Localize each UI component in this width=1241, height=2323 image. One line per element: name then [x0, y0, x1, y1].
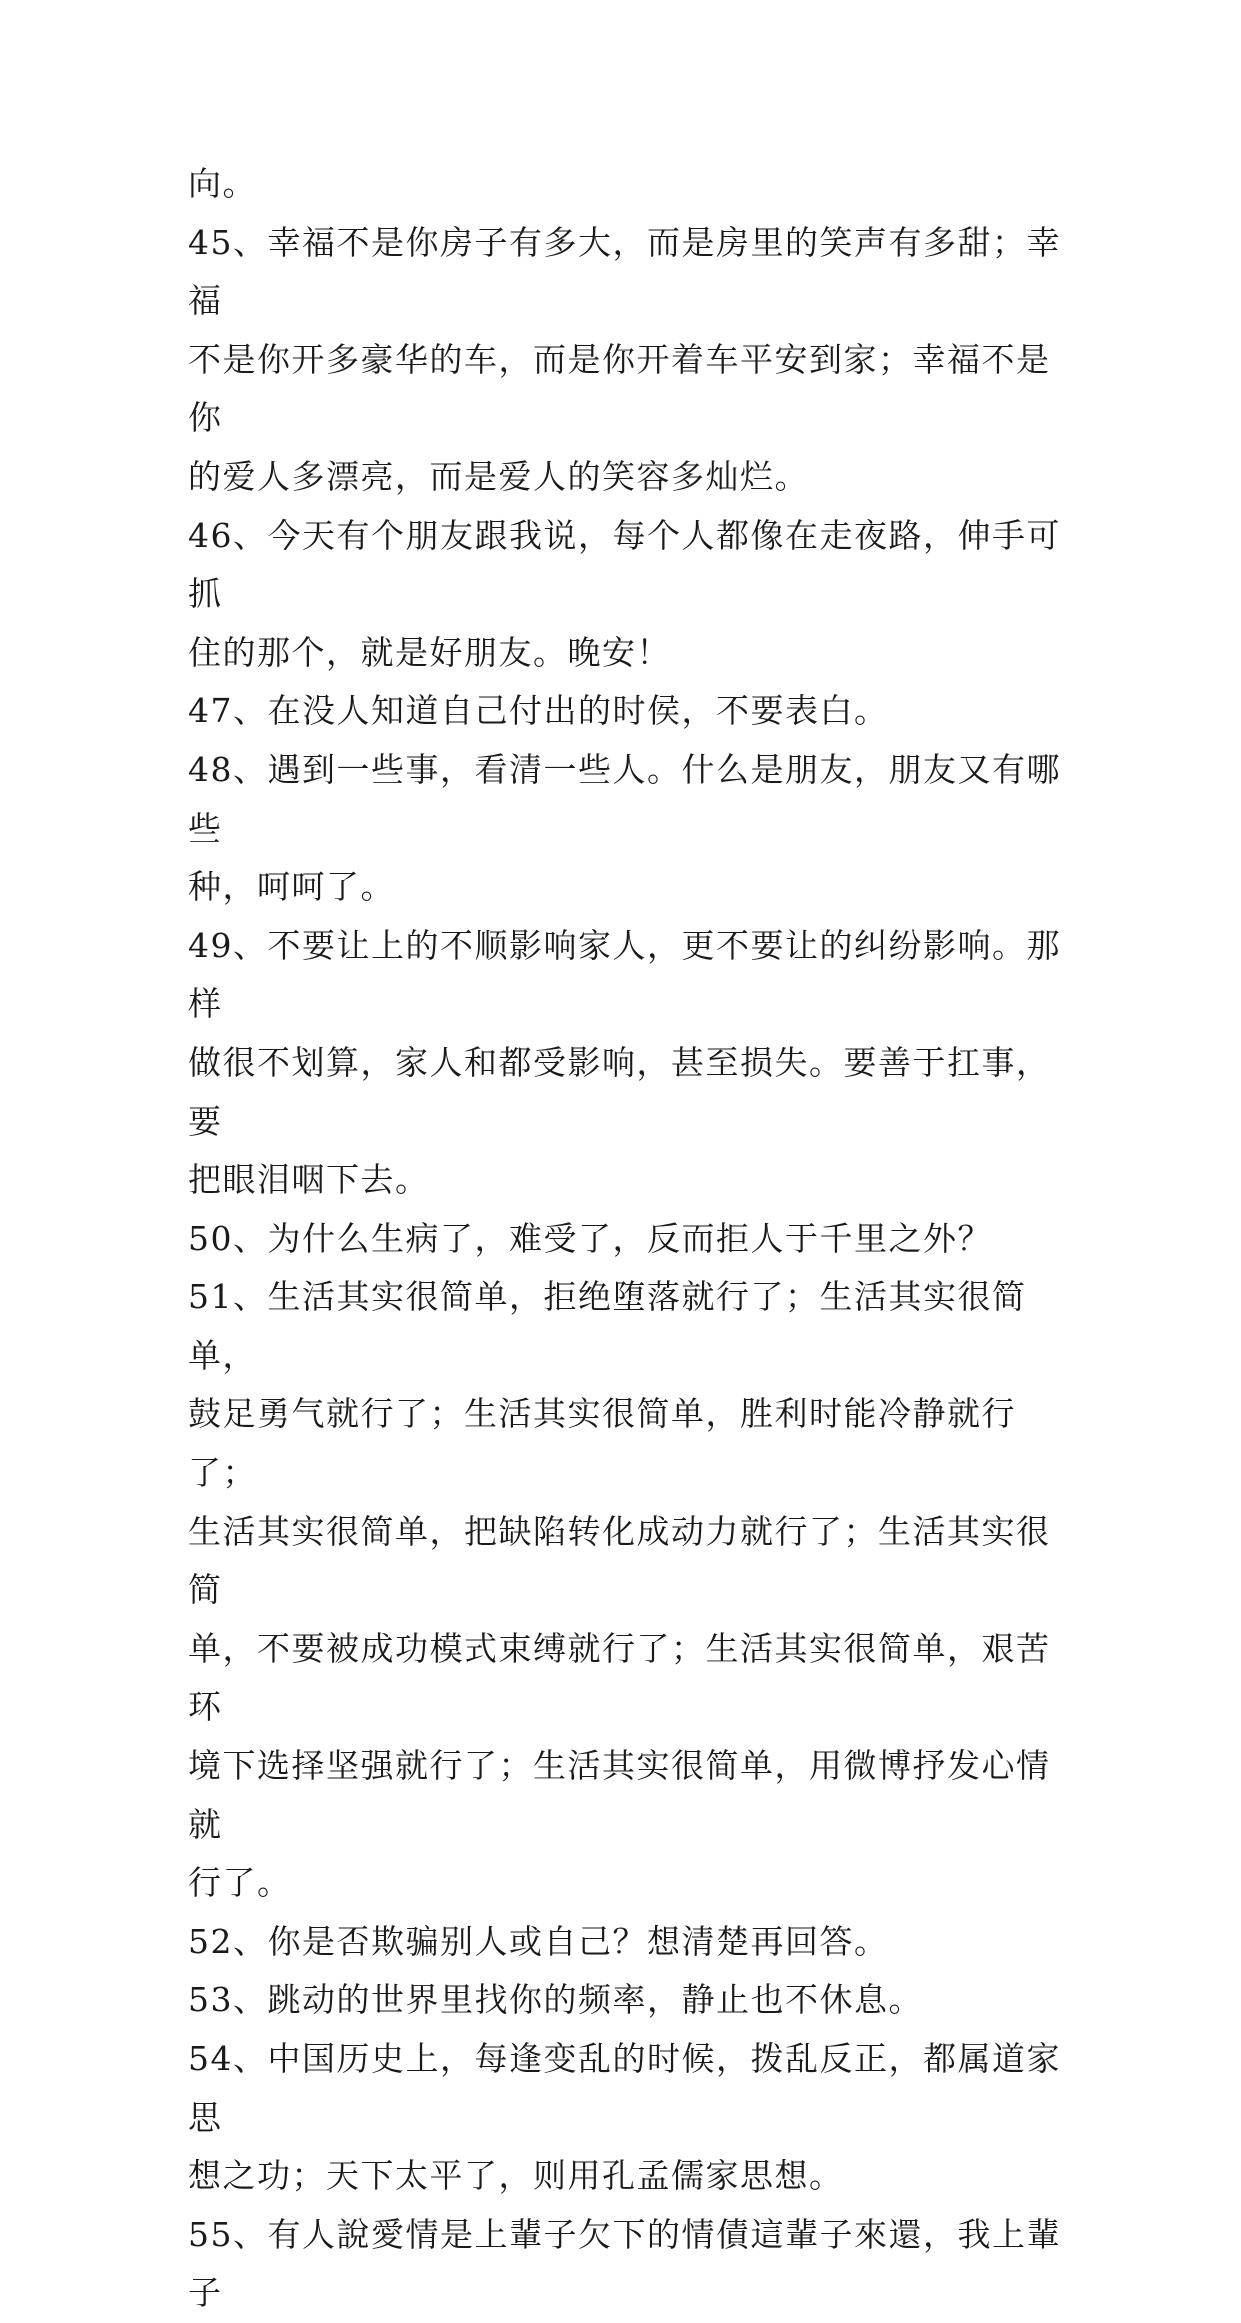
paragraph-46: 46、今天有个朋友跟我说，每个人都像在走夜路，伸手可抓 住的那个，就是好朋友。晚安！: [188, 515, 1061, 672]
paragraph-48: 48、遇到一些事，看清一些人。什么是朋友，朋友又有哪些 种，呵呵了。: [188, 749, 1061, 907]
paragraph-49: 49、不要让上的不顺影响家人，更不要让的纠纷影响。那样 做很不划算，家人和都受影响，甚至损失。要善于扛事，要 把眼泪咽下去。: [188, 925, 1061, 1200]
paragraph-52: 52、你是否欺骗别人或自己？想清楚再回答。: [188, 1921, 889, 1961]
document-body: [188, 155, 1068, 2323]
paragraph-continuation: 向。: [188, 164, 257, 203]
paragraph-55: 55、有人說愛情是上輩子欠下的情債這輩子來還，我上輩子: [188, 2214, 1061, 2313]
paragraph-45: 45、幸福不是你房子有多大，而是房里的笑声有多甜；幸福 不是你开多豪华的车，而是你开着车平安到家；幸福不是你 的爱人多漂亮，而是爱人的笑容多灿烂。: [188, 222, 1061, 496]
paragraph-50: 50、为什么生病了，难受了，反而拒人于千里之外？: [188, 1218, 992, 1258]
paragraph-54: 54、中国历史上，每逢变乱的时候，拨乱反正，都属道家思 想之功；天下太平了，则用孔孟儒家思想。: [188, 2039, 1061, 2196]
paragraph-51: 51、生活其实很简单，拒绝堕落就行了；生活其实很简单， 鼓足勇气就行了；生活其实很简单，胜利时能冷静就行了； 生活其实很简单，把缺陷转化成动力就行了；生活其实很简 单，不要被成功模式束缚就行了；生活其实很简单，艰苦环 境下选择坚强就行了；生活其实很简单，用微博抒发心情就 行了。: [188, 1277, 1051, 1903]
paragraph-53: 53、跳动的世界里找你的频率，静止也不休息。: [188, 1980, 923, 2020]
paragraph-47: 47、在没人知道自己付出的时侯，不要表白。: [188, 691, 889, 731]
